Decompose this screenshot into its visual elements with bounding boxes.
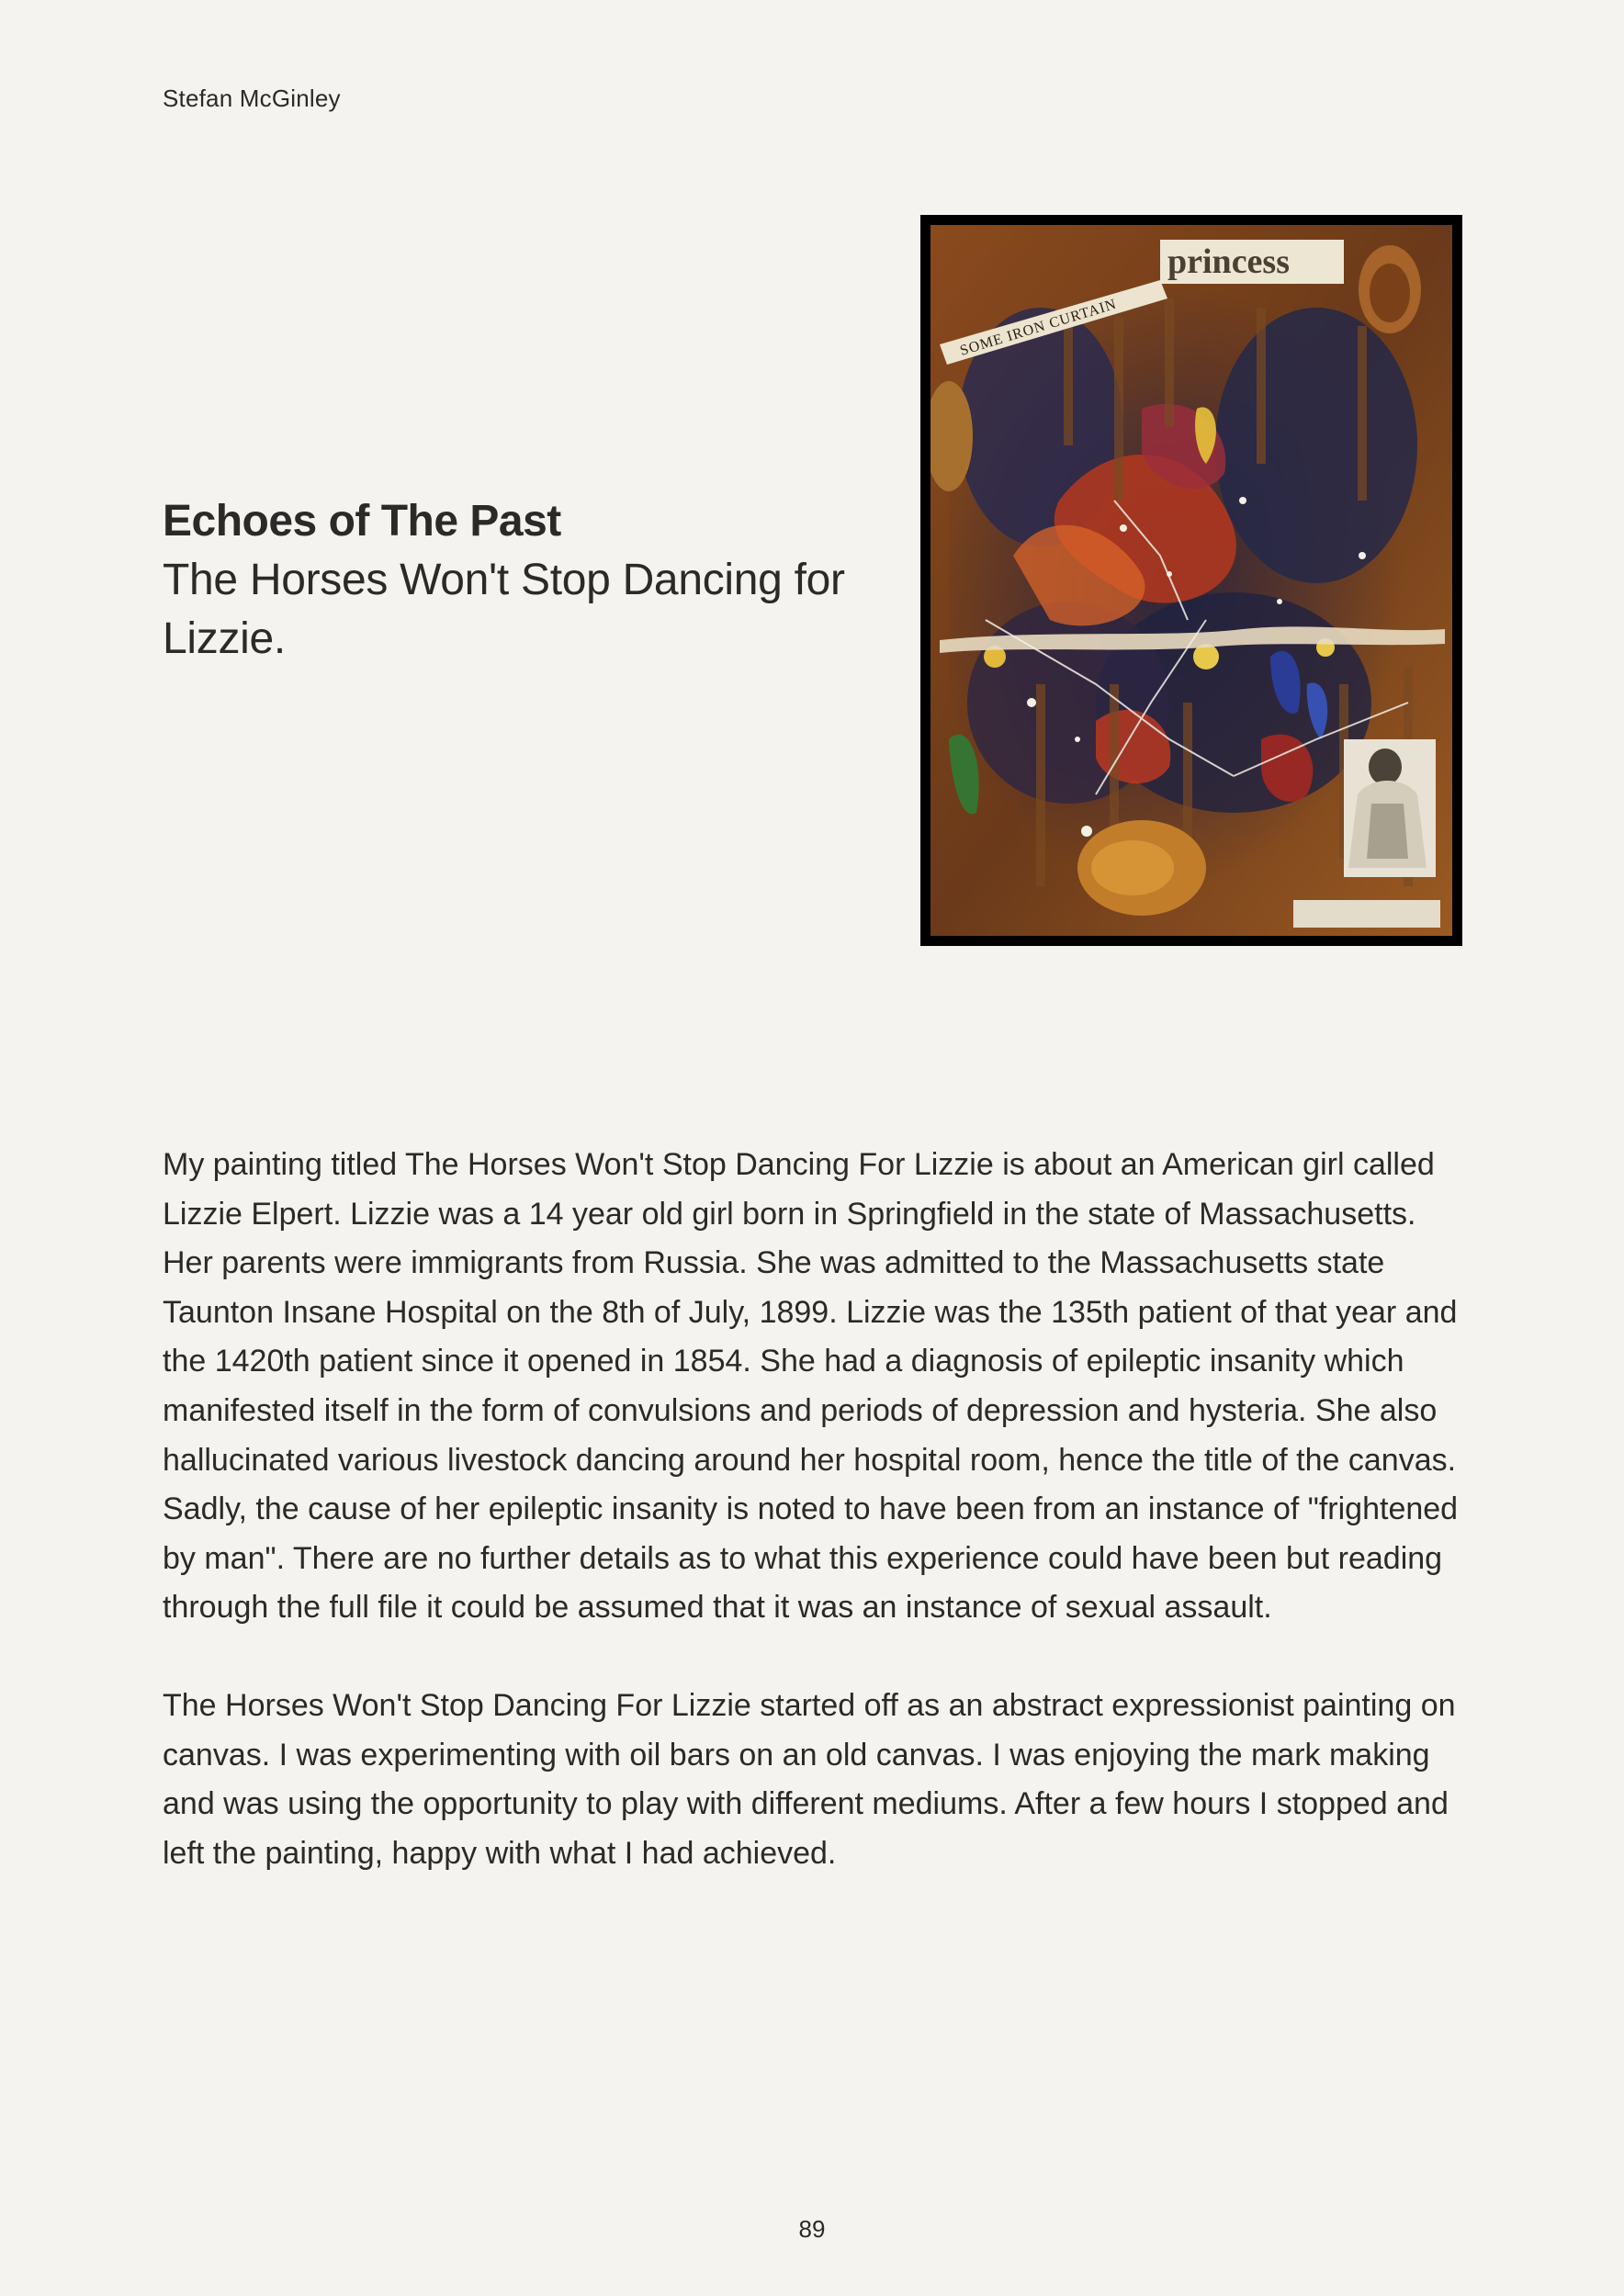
- page-title: Echoes of The Past: [163, 497, 561, 546]
- page-subtitle: The Horses Won't Stop Dancing for Lizzie.: [163, 556, 845, 663]
- body-paragraph-2: The Horses Won't Stop Dancing For Lizzie started off as an abstract expressionist painting on canvas. I was experimenting with oil bars on an old canvas. I was enjoying the mark making and was using the opportunity to play with different mediums. After a few hours I stopped and left the painting, happy with what I had achieved.: [163, 1687, 1456, 1871]
- artwork-frame: [920, 215, 1462, 946]
- painting-image: [930, 225, 1452, 936]
- title-block: [163, 492, 897, 669]
- collage-text-banner: SOME IRON CURTAIN: [958, 296, 1119, 359]
- body-paragraph-1: My painting titled The Horses Won't Stop Dancing For Lizzie is about an American girl called Lizzie Elpert. Lizzie was a 14 year old girl born in Springfield in the state of Massachusetts. Her parents were immigrants from Russia. She was admitted to the Massachusetts state Taunton Insane Hospital on the 8th of July, 1899. Lizzie was the 135th patient of that year and the 1420th patient since it opened in 1854. She had a diagnosis of epileptic insanity which manifested itself in the form of convulsions and periods of depression and hysteria. She also hallucinated various livestock dancing around her hospital room, hence the title of the canvas. Sadly, the cause of her epileptic insanity is noted to have been from an instance of "frightened by man". There are no further details as to what this experience could have been but reading through the full file it could be assumed that it was an instance of sexual assault.: [163, 1147, 1459, 1626]
- page-number: 89: [798, 2215, 826, 2243]
- collage-text-princess: princess: [1167, 242, 1290, 281]
- article-body: [163, 1141, 1467, 1927]
- running-header-author: Stefan McGinley: [163, 84, 341, 112]
